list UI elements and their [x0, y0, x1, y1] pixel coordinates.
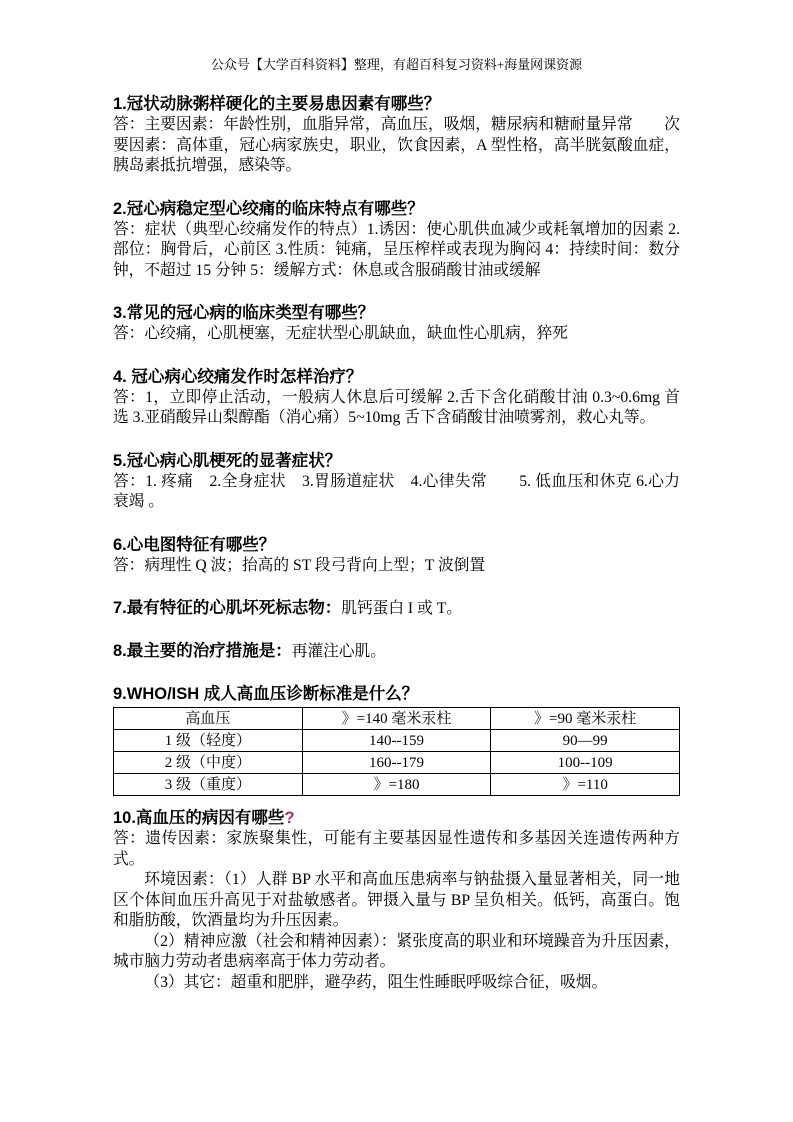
bp-table	[113, 707, 680, 796]
question-10-heading	[113, 808, 680, 829]
bp-table-header-cell: 高血压	[114, 708, 303, 730]
question-6-answer: 答：病理性 Q 波；抬高的 ST 段弓背向上型；T 波倒置	[113, 556, 486, 574]
bp-table-header-cell: 》=90 毫米汞柱	[491, 708, 680, 730]
bp-table-row	[114, 752, 680, 774]
question-3-heading: 3.常见的冠心病的临床类型有哪些？	[113, 304, 375, 322]
bp-table-cell: 140--159	[302, 730, 491, 752]
question-5-answer: 答：1. 疼痛 2.全身症状 3.胃肠道症状 4.心律失常 5. 低血压和休克 6.心力衰竭 。	[113, 472, 680, 510]
question-8-answer: 再灌注心肌。	[291, 643, 386, 660]
bp-table-row	[114, 730, 680, 752]
qa-section-6	[113, 535, 680, 577]
qa-section-1	[113, 94, 680, 177]
bp-table-cell: 》=180	[302, 774, 491, 796]
question-2-heading: 2.冠心病稳定型心绞痛的临床特点有哪些？	[113, 199, 424, 218]
bp-table-cell: 2 级（中度）	[114, 752, 303, 774]
question-8-line	[113, 641, 680, 662]
qa-section-8	[113, 641, 680, 662]
qa-section-5	[113, 451, 680, 513]
bp-table-row	[114, 774, 680, 796]
question-10-answer-p3: （2）精神应激（社会和精神因素）：紧张度高的职业和环境躁音为升压因素，城市脑力劳动者患病率高于体力劳动者。	[113, 932, 680, 970]
question-4-answer: 答：1，立即停止活动，一般病人休息后可缓解 2.舌下含化硝酸甘油 0.3~0.6mg 首选 3.亚硝酸异山梨醇酯（消心痛）5~10mg 舌下含硝酸甘油喷雾剂，救心丸等。	[113, 388, 680, 426]
qa-section-3	[113, 303, 680, 345]
question-10-mark: ?	[284, 809, 295, 827]
question-2-answer: 答：症状（典型心绞痛发作的特点）1.诱因：使心肌供血减少或耗氧增加的因素 2.部位：胸骨后，心前区 3.性质：钝痛，呈压榨样或表现为胸闷 4：持续时间：数分钟，不超过 15 分钟 5：缓解方式：休息或含服硝酸甘油或缓解	[113, 220, 680, 279]
bp-table-cell: 90—99	[491, 730, 680, 752]
qa-section-4	[113, 367, 680, 429]
bp-table-cell: 》=110	[491, 774, 680, 796]
qa-section-7	[113, 598, 680, 619]
question-1-heading: 1.冠状动脉粥样硬化的主要易患因素有哪些？	[113, 95, 441, 113]
question-10-text: 10.高血压的病因有哪些	[113, 809, 285, 827]
qa-section-10	[113, 808, 680, 993]
bp-table-header-row	[114, 708, 680, 730]
question-10-answer-p2: 环境因素：（1）人群 BP 水平和高血压患病率与钠盐摄入量显著相关，同一地区个体间血压升高见于对盐敏感者。钾摄入量与 BP 呈负相关。低钙，高蛋白。饱和脂肪酸，饮酒量均为升压因素。	[113, 871, 680, 929]
question-5-heading: 5.冠心病心肌梗死的显著症状？	[113, 451, 342, 470]
question-10-answer-p4: （3）其它：超重和肥胖，避孕药，阻生性睡眠呼吸综合征，吸烟。	[144, 973, 608, 991]
question-4-heading: 4. 冠心病心绞痛发作时怎样治疗？	[113, 367, 363, 386]
question-6-heading: 6.心电图特征有哪些？	[113, 535, 276, 554]
question-9-heading: 9.WHO/ISH 成人高血压诊断标准是什么？	[113, 685, 419, 703]
doc-header: 公众号【大学百科资料】整理，有超百科复习资料+海量网课资源	[210, 57, 583, 72]
question-3-answer: 答：心绞痛，心肌梗塞，无症状型心肌缺血，缺血性心肌病，猝死	[113, 325, 568, 342]
bp-table-cell: 160--179	[302, 752, 491, 774]
question-7-line	[113, 598, 680, 619]
bp-table-cell: 1 级（轻度）	[114, 730, 303, 752]
bp-table-cell: 100--109	[491, 752, 680, 774]
question-7-label: 7.最有特征的心肌坏死标志物：	[113, 599, 342, 617]
question-7-answer: 肌钙蛋白 I 或 T。	[341, 600, 462, 617]
qa-section-2	[113, 199, 680, 282]
bp-table-header-cell: 》=140 毫米汞柱	[302, 708, 491, 730]
question-10-answer-p1: 答：遗传因素：家族聚集性，可能有主要基因显性遗传和多基因关连遗传两种方式。	[113, 830, 680, 868]
question-1-answer: 答：主要因素：年龄性别，血脂异常，高血压，吸烟，糖尿病和糖耐量异常 次要因素：高体重，冠心病家族史，职业，饮食因素，A 型性格，高半胱氨酸血症，胰岛素抵抗增强，感染等。	[113, 116, 680, 174]
qa-section-9	[113, 684, 680, 796]
bp-table-cell: 3 级（重度）	[114, 774, 303, 796]
question-8-label: 8.最主要的治疗措施是：	[113, 642, 292, 660]
document-page	[113, 0, 680, 993]
